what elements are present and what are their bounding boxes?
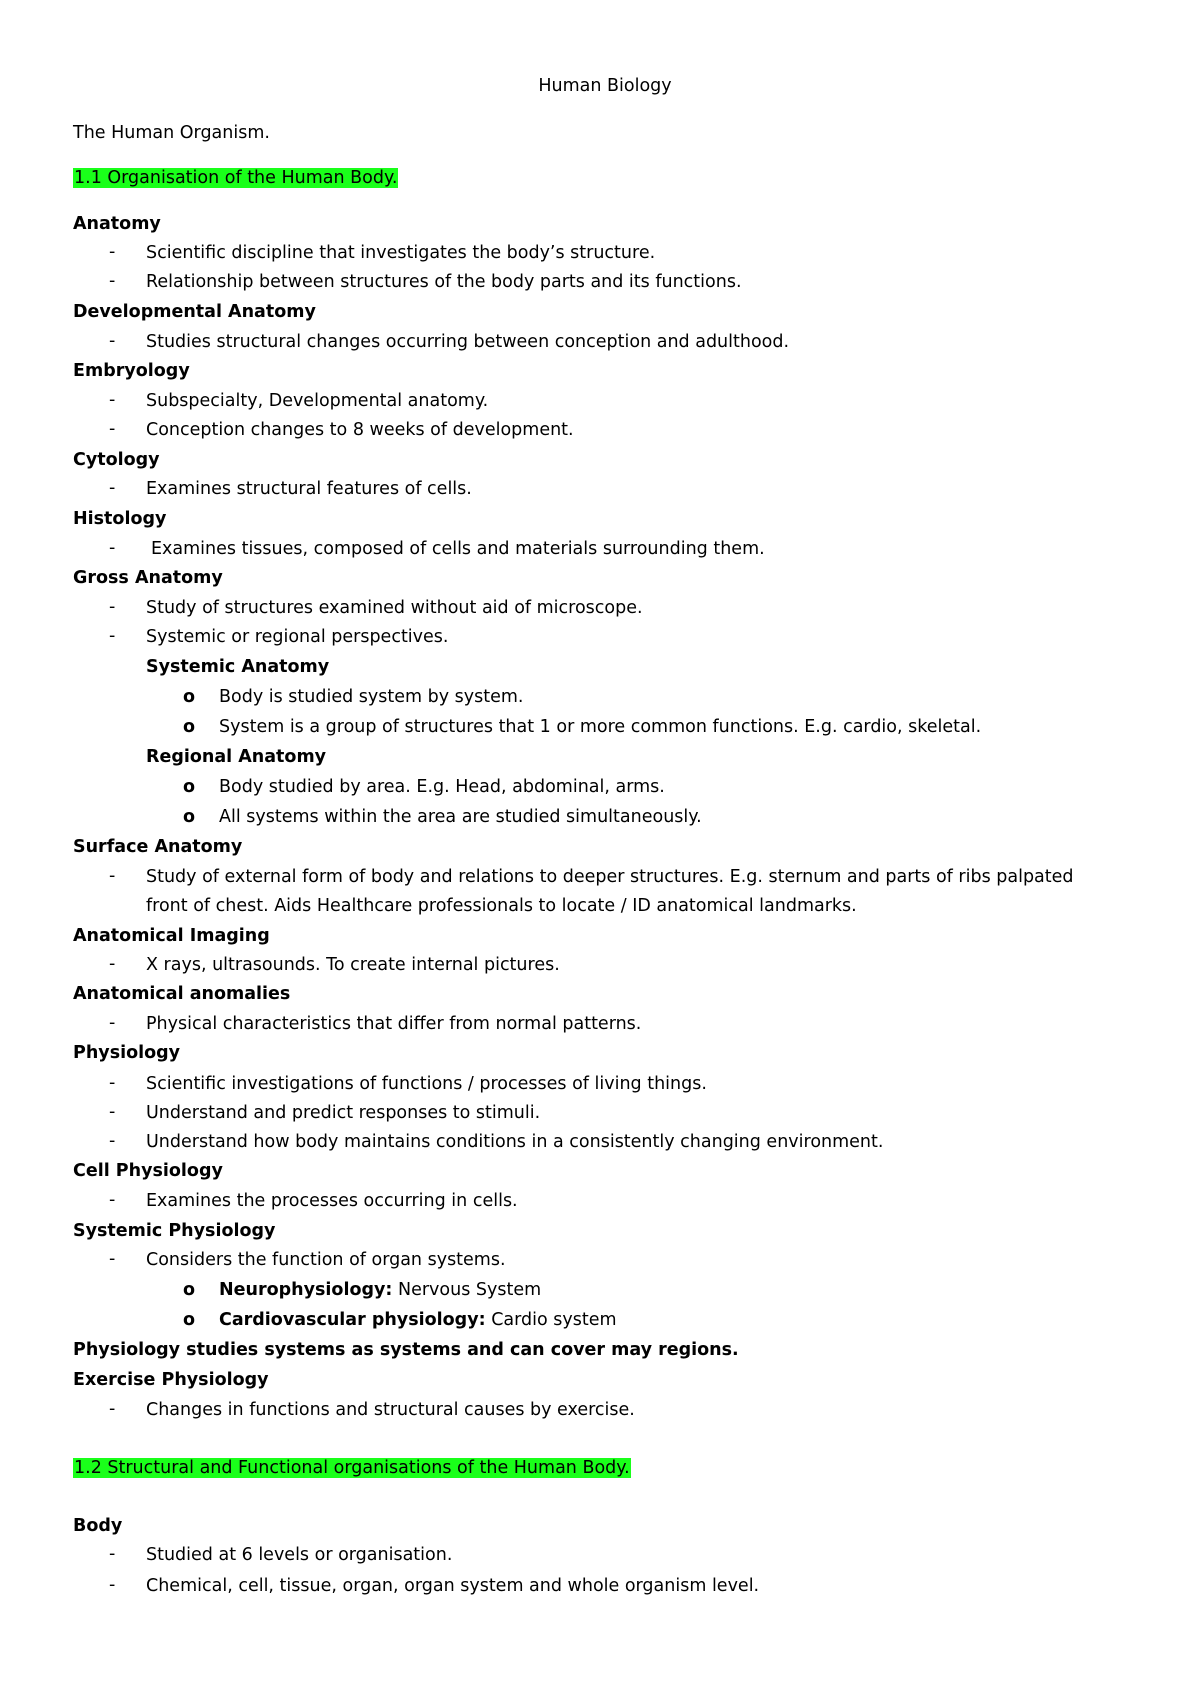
dash-bullet: - [109,1190,116,1210]
heading-physiology: Physiology [73,1043,181,1063]
circle-bullet: o [183,777,196,797]
circle-bullet: o [183,1310,196,1330]
bullet-text-continued: front of chest. Aids Healthcare professionals to locate / ID anatomical landmarks. [146,896,857,916]
subheading-systemic-anatomy: Systemic Anatomy [146,657,330,677]
dash-bullet: - [109,1249,116,1269]
dash-bullet: - [109,1073,116,1093]
term-text: Cardio system [485,1310,617,1330]
bullet-text: Systemic or regional perspectives. [146,627,449,647]
bullet-text: Understand and predict responses to stimuli. [146,1103,541,1123]
heading-body: Body [73,1516,123,1536]
heading-embryology: Embryology [73,361,190,381]
sub-bullet-text: System is a group of structures that 1 or more common functions. E.g. cardio, skeletal. [219,717,982,737]
dash-bullet: - [109,271,116,291]
sub-bullet-cardiovascular [219,1309,617,1331]
bullet-text: Study of external form of body and relations to deeper structures. E.g. sternum and parts of ribs palpated [146,867,1074,887]
heading-cell-physiology: Cell Physiology [73,1161,223,1181]
heading-cytology: Cytology [73,450,160,470]
dash-bullet: - [109,626,116,646]
bullet-text: Studied at 6 levels or organisation. [146,1545,453,1565]
dash-bullet: - [109,419,116,439]
circle-bullet: o [183,687,196,707]
dash-bullet: - [109,478,116,498]
sub-bullet-neurophysiology [219,1279,541,1301]
circle-bullet: o [183,717,196,737]
term-label: Cardiovascular physiology: [219,1310,486,1330]
sub-bullet-text: Body studied by area. E.g. Head, abdominal, arms. [219,777,665,797]
highlight-section-2: 1.2 Structural and Functional organisations of the Human Body. [74,1458,630,1478]
circle-bullet: o [183,807,196,827]
document-title: Human Biology [538,76,672,96]
dash-bullet: - [109,1102,116,1122]
bullet-text: Studies structural changes occurring between conception and adulthood. [146,332,790,352]
section-heading-1 [73,167,398,189]
dash-bullet: - [109,1575,116,1595]
dash-bullet: - [109,538,116,558]
dash-bullet: - [109,331,116,351]
term-label: Neurophysiology: [219,1280,393,1300]
physiology-note: Physiology studies systems as systems and can cover may regions. [73,1340,739,1360]
subheading-regional-anatomy: Regional Anatomy [146,747,327,767]
bullet-text: Examines the processes occurring in cells. [146,1191,518,1211]
heading-anatomical-imaging: Anatomical Imaging [73,926,270,946]
dash-bullet: - [109,954,116,974]
dash-bullet: - [109,1399,116,1419]
heading-anatomy: Anatomy [73,214,161,234]
heading-surface-anatomy: Surface Anatomy [73,837,243,857]
dash-bullet: - [109,1131,116,1151]
bullet-text: Understand how body maintains conditions in a consistently changing environment. [146,1132,884,1152]
bullet-text: Scientific investigations of functions / processes of living things. [146,1074,707,1094]
highlight-section-1: 1.1 Organisation of the Human Body. [74,168,398,188]
dash-bullet: - [109,390,116,410]
bullet-text: Considers the function of organ systems. [146,1250,506,1270]
bullet-text: Scientific discipline that investigates the body’s structure. [146,243,656,263]
bullet-text: Relationship between structures of the body parts and its functions. [146,272,742,292]
bullet-text: Subspecialty, Developmental anatomy. [146,391,489,411]
bullet-text: Chemical, cell, tissue, organ, organ system and whole organism level. [146,1576,760,1596]
bullet-text: Changes in functions and structural causes by exercise. [146,1400,635,1420]
dash-bullet: - [109,1544,116,1564]
dash-bullet: - [109,1013,116,1033]
sub-bullet-text: Body is studied system by system. [219,687,524,707]
section-heading-2 [73,1457,631,1479]
bullet-text: Study of structures examined without aid of microscope. [146,598,643,618]
heading-histology: Histology [73,509,167,529]
bullet-text: Examines structural features of cells. [146,479,472,499]
heading-exercise-physiology: Exercise Physiology [73,1370,269,1390]
term-text: Nervous System [392,1280,542,1300]
sub-bullet-text: All systems within the area are studied simultaneously. [219,807,702,827]
circle-bullet: o [183,1280,196,1300]
heading-anatomical-anomalies: Anatomical anomalies [73,984,291,1004]
heading-developmental-anatomy: Developmental Anatomy [73,302,316,322]
bullet-text: Examines tissues, composed of cells and materials surrounding them. [151,539,765,559]
bullet-text: Physical characteristics that differ from normal patterns. [146,1014,642,1034]
heading-gross-anatomy: Gross Anatomy [73,568,223,588]
dash-bullet: - [109,866,116,886]
dash-bullet: - [109,597,116,617]
intro-line: The Human Organism. [73,123,270,143]
bullet-text: Conception changes to 8 weeks of development. [146,420,574,440]
dash-bullet: - [109,242,116,262]
heading-systemic-physiology: Systemic Physiology [73,1221,276,1241]
bullet-text: X rays, ultrasounds. To create internal pictures. [146,955,560,975]
